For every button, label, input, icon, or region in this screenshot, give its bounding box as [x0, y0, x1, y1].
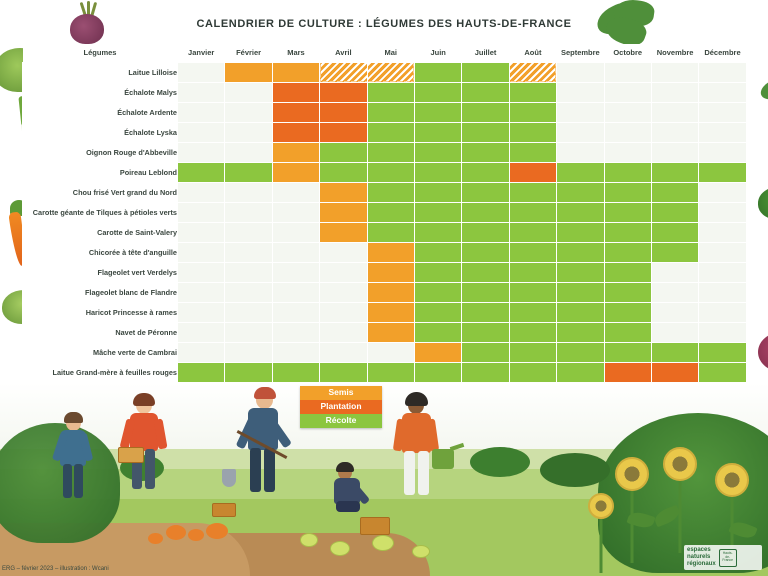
calendar-cell: [367, 82, 414, 102]
row-label-vegetable: Échalote Lyska: [23, 122, 178, 142]
calendar-cell: [225, 302, 272, 322]
calendar-cell: [367, 102, 414, 122]
cabbage-ground-1: [300, 533, 318, 547]
calendar-cell: [604, 182, 651, 202]
calendar-cell: [414, 102, 461, 122]
calendar-cell: [178, 202, 225, 222]
calendar-cell: [178, 82, 225, 102]
calendar-cell: [272, 162, 319, 182]
calendar-cell: [604, 342, 651, 362]
row-label-vegetable: Poireau Leblond: [23, 162, 178, 182]
col-header-month-6: Juillet: [462, 44, 509, 62]
calendar-cell: [509, 362, 556, 382]
calendar-cell: [651, 62, 698, 82]
calendar-cell: [367, 362, 414, 382]
table-row: [23, 162, 747, 182]
col-header-month-9: Octobre: [604, 44, 651, 62]
col-header-month-8: Septembre: [557, 44, 604, 62]
calendar-cell: [320, 102, 367, 122]
calendar-cell: [272, 282, 319, 302]
calendar-cell: [414, 142, 461, 162]
calendar-cell: [414, 262, 461, 282]
calendar-cell: [320, 322, 367, 342]
row-label-vegetable: Oignon Rouge d'Abbeville: [23, 142, 178, 162]
row-label-vegetable: Flageolet vert Verdelys: [23, 262, 178, 282]
calendar-cell: [225, 202, 272, 222]
spade-blade: [222, 469, 236, 487]
calendar-cell: [604, 142, 651, 162]
calendar-cell: [699, 322, 746, 342]
calendar-cell: [320, 362, 367, 382]
calendar-cell: [699, 202, 746, 222]
col-header-month-10: Novembre: [651, 44, 698, 62]
calendar-cell: [604, 82, 651, 102]
calendar-cell: [557, 202, 604, 222]
calendar-cell: [557, 82, 604, 102]
calendar-cell: [272, 362, 319, 382]
calendar-cell: [462, 362, 509, 382]
calendar-cell: [272, 102, 319, 122]
calendar-cell: [557, 102, 604, 122]
calendar-cell: [651, 282, 698, 302]
basket: [118, 447, 144, 463]
row-label-vegetable: Flageolet blanc de Flandre: [23, 282, 178, 302]
calendar-cell: [178, 182, 225, 202]
calendar-cell: [414, 362, 461, 382]
calendar-cell: [320, 62, 367, 82]
calendar-cell: [414, 282, 461, 302]
calendar-cell: [604, 262, 651, 282]
calendar-cell: [509, 162, 556, 182]
calendar-cell: [651, 362, 698, 382]
table-row: [23, 362, 747, 382]
calendar-cell: [699, 102, 746, 122]
row-label-vegetable: Carotte de Saint-Valery: [23, 222, 178, 242]
calendar-cell: [272, 242, 319, 262]
calendar-cell: [225, 322, 272, 342]
calendar-cell: [699, 282, 746, 302]
calendar-cell: [320, 162, 367, 182]
table-row: [23, 302, 747, 322]
calendar-cell: [272, 322, 319, 342]
calendar-cell: [225, 182, 272, 202]
calendar-cell: [509, 102, 556, 122]
table-row: [23, 62, 747, 82]
person-picking-left: [52, 415, 100, 535]
calendar-cell: [604, 222, 651, 242]
calendar-cell: [367, 62, 414, 82]
calendar-cell: [651, 342, 698, 362]
calendar-cell: [320, 182, 367, 202]
row-label-vegetable: Chicorée à tête d'anguille: [23, 242, 178, 262]
calendar-cell: [414, 342, 461, 362]
calendar-cell: [414, 302, 461, 322]
row-label-vegetable: Échalote Ardente: [23, 102, 178, 122]
calendar-cell: [509, 202, 556, 222]
calendar-cell: [557, 282, 604, 302]
person-with-basket: [120, 397, 176, 537]
calendar-cell: [367, 202, 414, 222]
calendar-cell: [557, 342, 604, 362]
calendar-cell: [414, 82, 461, 102]
bush-3: [540, 453, 610, 487]
pumpkin-4: [148, 533, 163, 544]
calendar-cell: [225, 342, 272, 362]
calendar-cell: [320, 302, 367, 322]
calendar-cell: [509, 342, 556, 362]
row-label-vegetable: Laitue Lilloise: [23, 62, 178, 82]
calendar-cell: [699, 222, 746, 242]
calendar-cell: [604, 202, 651, 222]
culture-calendar-table: [22, 44, 747, 383]
calendar-cell: [651, 182, 698, 202]
calendar-cell: [509, 142, 556, 162]
calendar-cell: [699, 162, 746, 182]
person-digging: [236, 391, 306, 541]
calendar-cell: [414, 222, 461, 242]
calendar-cell: [178, 242, 225, 262]
calendar-cell: [604, 242, 651, 262]
calendar-cell: [414, 122, 461, 142]
calendar-cell: [557, 142, 604, 162]
calendar-cell: [557, 62, 604, 82]
table-row: [23, 82, 747, 102]
calendar-cell: [178, 262, 225, 282]
col-header-month-1: Février: [225, 44, 272, 62]
calendar-cell: [509, 322, 556, 342]
row-label-vegetable: Laitue Grand-mère à feuilles rouges: [23, 362, 178, 382]
col-header-month-5: Juin: [414, 44, 461, 62]
logo-region: Hauts-de-France: [719, 549, 737, 567]
table-row: [23, 122, 747, 142]
calendar-cell: [509, 262, 556, 282]
calendar-cell: [509, 302, 556, 322]
calendar-cell: [604, 362, 651, 382]
calendar-cell: [272, 142, 319, 162]
row-label-vegetable: Mâche verte de Cambrai: [23, 342, 178, 362]
calendar-cell: [225, 82, 272, 102]
calendar-cell: [604, 122, 651, 142]
legend-item-semis: Semis: [300, 386, 382, 400]
calendar-cell: [557, 122, 604, 142]
cabbage-ground-2: [330, 541, 350, 556]
sunflower-4: [586, 493, 616, 576]
calendar-cell: [651, 162, 698, 182]
calendar-cell: [699, 362, 746, 382]
cabbage-ground-3: [372, 535, 394, 551]
table-row: [23, 222, 747, 242]
calendar-cell: [462, 82, 509, 102]
calendar-cell: [462, 302, 509, 322]
calendar-cell: [414, 242, 461, 262]
row-label-vegetable: Échalote Malys: [23, 82, 178, 102]
table-row: [23, 102, 747, 122]
calendar-cell: [651, 322, 698, 342]
calendar-cell: [225, 262, 272, 282]
cabbage-ground-4: [412, 545, 430, 558]
calendar-cell: [462, 182, 509, 202]
table-row: [23, 242, 747, 262]
pumpkin-1: [166, 525, 186, 540]
calendar-cell: [462, 62, 509, 82]
calendar-cell: [414, 202, 461, 222]
calendar-cell: [225, 142, 272, 162]
col-header-month-7: Août: [509, 44, 556, 62]
calendar-cell: [651, 222, 698, 242]
calendar-cell: [651, 262, 698, 282]
page-title: CALENDRIER DE CULTURE : LÉGUMES DES HAUTS-DE-FRANCE: [196, 18, 572, 30]
calendar-cell: [272, 62, 319, 82]
calendar-cell: [320, 142, 367, 162]
calendar-cell: [367, 262, 414, 282]
calendar-cell: [178, 102, 225, 122]
calendar-cell: [651, 202, 698, 222]
calendar-cell: [509, 82, 556, 102]
calendar-cell: [320, 202, 367, 222]
calendar-cell: [320, 262, 367, 282]
person-watering: [392, 397, 456, 543]
calendar-cell: [462, 322, 509, 342]
table-row: [23, 262, 747, 282]
col-header-month-2: Mars: [272, 44, 319, 62]
calendar-cell: [367, 282, 414, 302]
calendar-cell: [604, 162, 651, 182]
calendar-cell: [557, 362, 604, 382]
calendar-cell: [604, 62, 651, 82]
calendar-cell: [225, 102, 272, 122]
calendar-cell: [367, 322, 414, 342]
col-header-month-4: Mai: [367, 44, 414, 62]
calendar-cell: [178, 302, 225, 322]
calendar-cell: [367, 122, 414, 142]
table-row: [23, 142, 747, 162]
crate-1: [212, 503, 236, 517]
calendar-cell: [178, 162, 225, 182]
calendar-cell: [557, 262, 604, 282]
watering-can: [432, 449, 454, 469]
calendar-cell: [225, 62, 272, 82]
logo-line-2: naturels: [687, 554, 711, 561]
calendar-cell: [272, 262, 319, 282]
pumpkin-2: [188, 529, 204, 541]
calendar-cell: [699, 182, 746, 202]
calendar-cell: [178, 62, 225, 82]
calendar-cell: [462, 142, 509, 162]
calendar-cell: [557, 242, 604, 262]
calendar-cell: [651, 82, 698, 102]
table-row: [23, 202, 747, 222]
calendar-cell: [462, 222, 509, 242]
calendar-cell: [699, 342, 746, 362]
col-header-month-3: Avril: [320, 44, 367, 62]
calendar-cell: [557, 322, 604, 342]
calendar-cell: [699, 62, 746, 82]
calendar-cell: [651, 242, 698, 262]
calendar-cell: [651, 142, 698, 162]
calendar-cell: [414, 182, 461, 202]
calendar-cell: [604, 322, 651, 342]
bush-2: [470, 447, 530, 477]
calendar-cell: [225, 362, 272, 382]
calendar-cell: [699, 262, 746, 282]
pumpkin-3: [206, 523, 228, 539]
calendar-cell: [320, 282, 367, 302]
calendar-cell: [367, 342, 414, 362]
farm-illustration: [0, 383, 768, 576]
calendar-cell: [557, 182, 604, 202]
table-body: [23, 62, 747, 382]
calendar-cell: [509, 222, 556, 242]
calendar-cell: [178, 342, 225, 362]
legend: [300, 386, 382, 428]
calendar-cell: [178, 282, 225, 302]
calendar-cell: [272, 82, 319, 102]
calendar-cell: [320, 122, 367, 142]
calendar-cell: [225, 122, 272, 142]
calendar-cell: [462, 242, 509, 262]
calendar-cell: [272, 302, 319, 322]
calendar-cell: [462, 202, 509, 222]
calendar-cell: [367, 222, 414, 242]
calendar-cell: [414, 162, 461, 182]
calendar-cell: [651, 102, 698, 122]
logo-line-3: régionaux: [687, 561, 716, 568]
table-row: [23, 322, 747, 342]
calendar-cell: [604, 302, 651, 322]
calendar-cell: [509, 62, 556, 82]
calendar-cell: [699, 122, 746, 142]
calendar-cell: [320, 342, 367, 362]
calendar-cell: [367, 162, 414, 182]
calendar-cell: [272, 182, 319, 202]
calendar-cell: [699, 242, 746, 262]
col-header-month-0: Janvier: [178, 44, 225, 62]
logo-line-1: espaces: [687, 547, 711, 554]
calendar-cell: [414, 322, 461, 342]
calendar-cell: [462, 262, 509, 282]
row-label-vegetable: Navet de Péronne: [23, 322, 178, 342]
calendar-cell: [557, 302, 604, 322]
calendar-cell: [462, 282, 509, 302]
calendar-cell: [320, 82, 367, 102]
row-label-vegetable: Haricot Princesse à rames: [23, 302, 178, 322]
logo-espaces-naturels-regionaux: [684, 545, 762, 570]
calendar-cell: [462, 342, 509, 362]
row-label-vegetable: Carotte géante de Tilques à pétioles verts: [23, 202, 178, 222]
calendar-cell: [178, 322, 225, 342]
calendar-cell: [509, 182, 556, 202]
calendar-cell: [225, 242, 272, 262]
col-header-vegetables: Légumes: [23, 44, 178, 62]
sunflower-1: [612, 457, 652, 567]
table-row: [23, 342, 747, 362]
calendar-cell: [225, 222, 272, 242]
calendar-cell: [509, 282, 556, 302]
calendar-cell: [651, 302, 698, 322]
calendar-cell: [414, 62, 461, 82]
row-label-vegetable: Chou frisé Vert grand du Nord: [23, 182, 178, 202]
calendar-cell: [367, 182, 414, 202]
calendar-cell: [178, 362, 225, 382]
calendar-cell: [699, 142, 746, 162]
calendar-cell: [367, 142, 414, 162]
table-header-row: [23, 44, 747, 62]
calendar-cell: [178, 142, 225, 162]
calendar-cell: [509, 122, 556, 142]
calendar-cell: [178, 222, 225, 242]
calendar-cell: [604, 102, 651, 122]
table-row: [23, 282, 747, 302]
calendar-cell: [272, 202, 319, 222]
calendar-cell: [320, 242, 367, 262]
calendar-cell: [367, 302, 414, 322]
table-row: [23, 182, 747, 202]
calendar-cell: [178, 122, 225, 142]
calendar-cell: [699, 302, 746, 322]
calendar-cell: [509, 242, 556, 262]
calendar-cell: [651, 122, 698, 142]
calendar-cell: [557, 162, 604, 182]
calendar-cell: [320, 222, 367, 242]
calendar-cell: [225, 282, 272, 302]
calendar-cell: [272, 342, 319, 362]
credit-text: ERG – février 2023 – illustration : Wcani: [2, 566, 109, 572]
calendar-cell: [604, 282, 651, 302]
legend-item-recolte: Récolte: [300, 414, 382, 428]
calendar-cell: [462, 162, 509, 182]
calendar-cell: [225, 162, 272, 182]
crate-2: [360, 517, 390, 535]
col-header-month-11: Décembre: [699, 44, 746, 62]
legend-item-plantation: Plantation: [300, 400, 382, 414]
calendar-cell: [462, 102, 509, 122]
calendar-cell: [272, 222, 319, 242]
calendar-cell: [367, 242, 414, 262]
calendar-cell: [699, 82, 746, 102]
calendar-cell: [557, 222, 604, 242]
calendar-cell: [272, 122, 319, 142]
calendar-cell: [462, 122, 509, 142]
